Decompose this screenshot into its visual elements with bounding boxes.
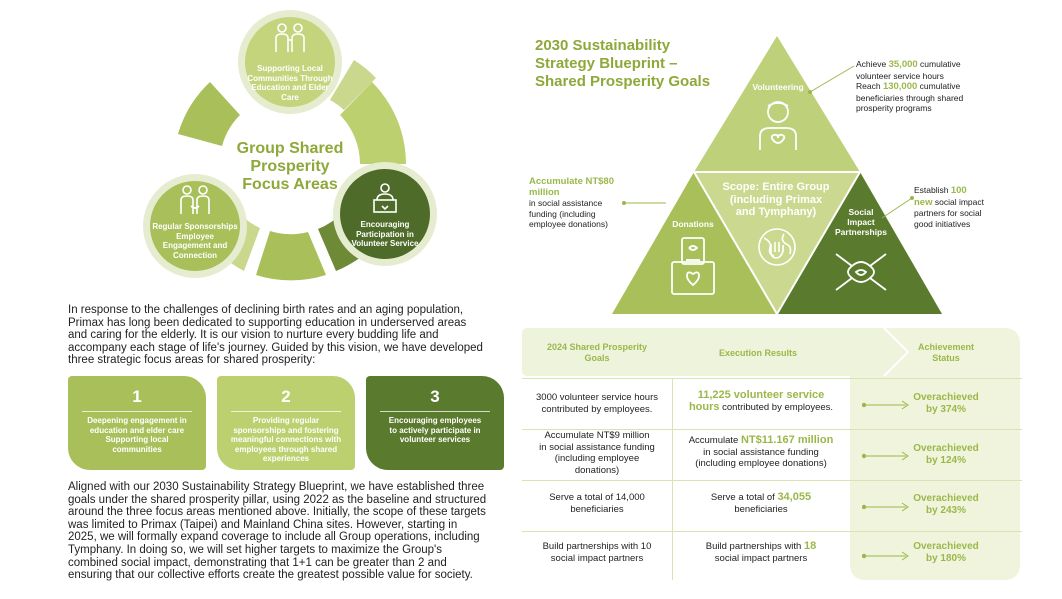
cell-line: beneficiaries xyxy=(570,503,624,515)
cell-highlight: 11,225 volunteer service xyxy=(697,389,825,401)
cell-line: (including employee donations) xyxy=(695,458,827,469)
status-line: Overachieved xyxy=(913,541,979,552)
hands-together-icon xyxy=(832,246,890,298)
note-text: partners for social xyxy=(914,208,982,218)
donation-target-note xyxy=(529,177,629,230)
donations-label: Donations xyxy=(672,219,714,229)
cell-line: in social assistance funding xyxy=(703,446,819,458)
note-highlight: 100 xyxy=(950,185,967,196)
card-line: Supporting local xyxy=(105,435,169,445)
table-row-2-result xyxy=(672,435,850,470)
volunteer-box-icon xyxy=(368,182,402,214)
table-row-1-status xyxy=(910,392,982,416)
focus-card-1 xyxy=(68,376,206,470)
goals-table xyxy=(522,328,1022,580)
label-line: Engagement and xyxy=(162,241,228,250)
label-line: Employee xyxy=(176,231,214,241)
label-line: Partnerships xyxy=(835,227,887,237)
status-line: by 374% xyxy=(925,404,967,415)
note-text: cumulative xyxy=(917,81,961,91)
arrow-icon xyxy=(862,451,910,461)
row-divider xyxy=(522,480,1022,481)
label-line: Social xyxy=(848,207,874,217)
para-line: goals under the shared prosperity pillar, using 2022 as the baseline and structured xyxy=(68,493,487,506)
card-line: experiences xyxy=(262,454,310,464)
note-text: funding (including xyxy=(529,208,596,219)
header-goals xyxy=(528,342,666,364)
title-line: Focus Areas xyxy=(242,176,338,193)
diagram-center-title xyxy=(217,140,363,194)
cell-line: Build partnerships with 10 xyxy=(542,541,652,552)
card-line: to actively participate in xyxy=(389,425,481,435)
left-circle-label xyxy=(148,222,242,260)
label-line: Care xyxy=(281,92,299,102)
cell-line: beneficiaries xyxy=(734,503,788,515)
outro-paragraph xyxy=(68,481,504,582)
card-line: Deepening engagement in xyxy=(87,416,187,425)
card-number: 3 xyxy=(430,387,440,406)
para-line: three strategic focus areas for shared prosperity: xyxy=(68,354,316,367)
scope-line: (including Primax xyxy=(729,193,823,206)
note-highlight: new xyxy=(914,196,933,208)
group-people-icon xyxy=(178,184,212,216)
header-line: Status xyxy=(932,353,960,363)
header-line: 2024 Shared Prosperity xyxy=(546,342,648,352)
focus-card-3 xyxy=(366,376,504,470)
cell-line: (including employee xyxy=(554,453,640,464)
note-text: social impact xyxy=(932,196,984,207)
row-divider xyxy=(522,531,1022,532)
table-row-3-result xyxy=(672,492,850,515)
partner-target-note xyxy=(914,185,1014,229)
card-line: Providing regular xyxy=(252,416,320,425)
volunteer-note-connector xyxy=(808,64,856,94)
header-results: Execution Results xyxy=(718,348,798,358)
para-line: was limited to Primax (Taipei) and Mainland China sites. However, starting in xyxy=(68,518,458,531)
intro-paragraph xyxy=(68,304,502,367)
donation-box-icon xyxy=(670,236,716,296)
card-line: sponsorships and fostering xyxy=(233,425,339,435)
volunteer-target-note xyxy=(856,59,996,114)
scope-label xyxy=(716,181,836,219)
header-line: Goals xyxy=(584,353,610,363)
table-row-2-goal xyxy=(522,430,672,476)
cell-line: donations) xyxy=(574,464,620,476)
status-line: by 243% xyxy=(925,505,967,516)
cell-highlight: 18 xyxy=(803,540,817,552)
label-line: Education and Elder xyxy=(251,83,329,92)
scope-line: Scope: Entire Group xyxy=(722,181,830,193)
top-circle-label xyxy=(243,64,337,102)
volunteering-label: Volunteering xyxy=(752,82,804,92)
note-highlight: million xyxy=(529,186,560,198)
label-line: Supporting Local xyxy=(257,64,323,73)
header-line: Achievement xyxy=(917,342,975,352)
note-text: Establish xyxy=(914,185,951,195)
card-number: 2 xyxy=(281,387,291,406)
card-line: meaningful connections with xyxy=(230,435,342,445)
note-text: cumulative xyxy=(917,59,961,69)
label-line: Communities Through xyxy=(247,73,333,83)
table-row-3-goal xyxy=(522,492,672,515)
table-row-1-goal xyxy=(522,392,672,415)
title-line: 2030 Sustainability xyxy=(535,37,671,54)
title-line: Shared Prosperity Goals xyxy=(535,73,711,90)
note-text: Reach xyxy=(856,81,883,91)
cell-line: 3000 volunteer service hours xyxy=(536,392,658,403)
label-line: Regular Sponsorships xyxy=(152,222,238,231)
cell-line: Build partnerships with xyxy=(705,541,804,552)
para-line: and caring for the elderly. It is our vision to nurture every budding life and xyxy=(68,329,439,342)
arrow-icon xyxy=(862,551,910,561)
note-text: Achieve xyxy=(856,59,889,69)
status-line: Overachieved xyxy=(913,493,979,504)
para-line: accompany each stage of life's journey. Guided by this vision, we have developed xyxy=(68,341,483,354)
arrow-icon xyxy=(862,400,910,410)
note-text: in social assistance xyxy=(529,198,603,208)
status-line: Overachieved xyxy=(913,392,979,403)
scope-line: and Tymphany) xyxy=(735,206,817,218)
note-highlight: Accumulate NT$80 xyxy=(529,176,615,187)
card-line: employees through shared xyxy=(234,444,338,454)
card-line: education and elder care xyxy=(89,425,185,435)
card-number: 1 xyxy=(132,387,142,406)
cell-line: social impact partners xyxy=(714,552,808,564)
table-row-4-status xyxy=(910,541,982,565)
focus-card-2 xyxy=(217,376,355,470)
cell-line: contributed by employees. xyxy=(541,403,653,415)
label-line: Connection xyxy=(173,250,217,260)
row-divider xyxy=(522,378,1022,379)
para-line: Tymphany. In doing so, we will set higher targets to maximize the Group's xyxy=(68,543,442,556)
table-row-4-goal xyxy=(522,541,672,564)
globe-hand-icon xyxy=(756,226,798,268)
para-line: ensuring that our collective efforts create the greatest possible value for society. xyxy=(68,569,473,582)
para-line: In response to the challenges of declining birth rates and an aging population, xyxy=(68,304,464,316)
para-line: Primax has long been dedicated to supporting education in underserved areas xyxy=(68,316,467,329)
cell-line: Serve a total of xyxy=(710,492,778,503)
card-divider xyxy=(82,411,192,412)
right-circle-label xyxy=(338,220,432,249)
arrow-icon xyxy=(862,502,910,512)
note-text: volunteer service hours xyxy=(856,70,944,81)
header-status xyxy=(910,342,982,364)
volunteer-person-icon xyxy=(756,98,800,152)
card-line: volunteer services xyxy=(399,435,471,445)
cell-line: Serve a total of 14,000 xyxy=(549,492,645,503)
note-text: good initiatives xyxy=(914,218,971,229)
card-divider xyxy=(380,411,490,412)
label-line: Volunteer Service xyxy=(351,239,419,248)
cell-line: contributed by employees. xyxy=(719,401,834,413)
donation-note-connector xyxy=(622,198,668,208)
note-text: employee donations) xyxy=(529,219,608,229)
para-line: 2025, we will formally expand coverage to include all Group operations, including xyxy=(68,531,480,544)
cell-highlight: NT$11.167 million xyxy=(740,434,834,446)
label-line: Encouraging xyxy=(360,220,410,229)
cell-line: Accumulate xyxy=(688,435,741,446)
label-line: Impact xyxy=(847,217,875,227)
status-line: Overachieved xyxy=(913,443,979,454)
para-line: Aligned with our 2030 Sustainability Strategy Blueprint, we have established three xyxy=(68,481,485,493)
cell-line: in social assistance funding xyxy=(539,441,655,453)
note-highlight: 35,000 xyxy=(888,59,918,70)
status-line: by 180% xyxy=(925,553,967,564)
note-text: beneficiaries through shared xyxy=(856,92,964,103)
card-line: communities xyxy=(112,444,162,454)
label-line: Participation in xyxy=(356,229,414,239)
para-line: combined social impact, demonstrating that 1+1 can be greater than 2 and xyxy=(68,556,447,569)
card-divider xyxy=(231,411,341,412)
table-row-3-status xyxy=(910,493,982,517)
cell-line: Accumulate NT$9 million xyxy=(544,430,650,441)
note-highlight: 130,000 xyxy=(882,81,918,92)
title-line: Prosperity xyxy=(250,158,330,175)
title-line: Strategy Blueprint – xyxy=(535,55,678,72)
cell-highlight: 34,055 xyxy=(777,491,812,503)
partner-note-connector xyxy=(880,196,914,220)
cell-line: social impact partners xyxy=(550,552,644,564)
note-text: prosperity programs xyxy=(856,103,932,113)
para-line: around the three focus areas mentioned above. Initially, the scope of these targets xyxy=(68,506,486,519)
cell-highlight: hours xyxy=(688,400,720,413)
people-support-icon xyxy=(272,22,308,54)
title-line: Group Shared xyxy=(236,140,344,157)
focus-areas-diagram xyxy=(140,4,440,294)
table-row-4-result xyxy=(672,541,850,564)
table-row-2-status xyxy=(910,443,982,467)
card-line: Encouraging employees xyxy=(388,416,482,425)
status-line: by 124% xyxy=(925,455,967,466)
table-row-1-result xyxy=(672,390,850,413)
